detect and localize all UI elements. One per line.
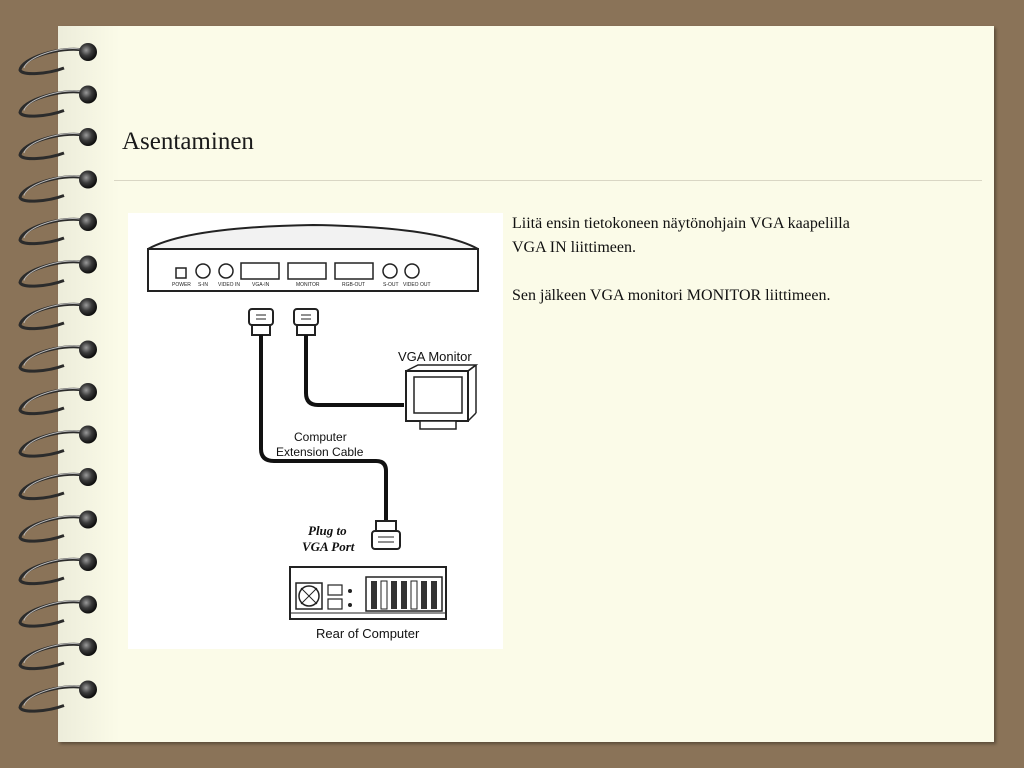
slide-body	[512, 212, 872, 332]
binding-ring	[20, 341, 97, 372]
monitor-port	[288, 263, 326, 279]
binding-ring	[20, 596, 97, 627]
spiral-binding	[0, 0, 120, 768]
binding-ring	[20, 383, 97, 414]
paragraph-2: Sen jälkeen VGA monitori MONITOR liittimeen.	[512, 287, 831, 304]
binding-ring	[20, 298, 97, 329]
label-vga-monitor: VGA Monitor	[398, 349, 472, 364]
port-label-s-in: S-IN	[198, 282, 208, 288]
title-divider	[114, 180, 982, 181]
port-label-power: POWER	[172, 282, 191, 288]
port-label-rgb-out: RGB-OUT	[342, 282, 366, 288]
port-label-monitor: MONITOR	[296, 282, 320, 288]
binding-ring	[20, 213, 97, 244]
port-label-video-out: VIDEO OUT	[403, 282, 431, 288]
binding-ring	[20, 468, 97, 499]
paragraph-1: Liitä ensin tietokoneen näytönohjain VGA kaapelilla VGA IN liittimeen.	[512, 215, 850, 256]
computer-rear-icon	[290, 567, 446, 619]
label-cable-line2: Extension Cable	[276, 445, 364, 459]
binding-ring	[20, 43, 97, 74]
vga-plug-1	[249, 309, 273, 335]
binding-ring	[20, 553, 97, 584]
label-cable-line1: Computer	[294, 430, 347, 444]
video-in-port	[219, 264, 233, 278]
extension-cable	[261, 335, 386, 521]
vga-plug-2	[294, 309, 318, 335]
s-out-port	[383, 264, 397, 278]
port-label-vga-in: VGA-IN	[252, 282, 270, 288]
label-plug-line1: Plug to	[308, 523, 347, 538]
binding-ring	[20, 171, 97, 202]
vga-monitor-icon	[406, 365, 476, 429]
binding-ring	[20, 638, 97, 669]
label-plug-line2: VGA Port	[302, 539, 355, 554]
vga-in-port	[241, 263, 279, 279]
rgb-out-port	[335, 263, 373, 279]
port-label-video-in: VIDEO IN	[218, 282, 240, 288]
binding-ring	[20, 256, 97, 287]
power-switch	[176, 268, 186, 278]
binding-ring	[20, 128, 97, 159]
binding-ring	[20, 511, 97, 542]
port-label-s-out: S-OUT	[383, 282, 399, 288]
monitor-cable	[306, 335, 404, 405]
binding-ring	[20, 426, 97, 457]
connection-diagram	[128, 213, 503, 649]
label-rear-of-computer: Rear of Computer	[316, 626, 420, 641]
vga-plug-computer	[372, 521, 400, 549]
binding-ring	[20, 681, 97, 712]
s-in-port	[196, 264, 210, 278]
binding-ring	[20, 86, 97, 117]
video-out-port	[405, 264, 419, 278]
slide-title: Asentaminen	[122, 128, 254, 155]
